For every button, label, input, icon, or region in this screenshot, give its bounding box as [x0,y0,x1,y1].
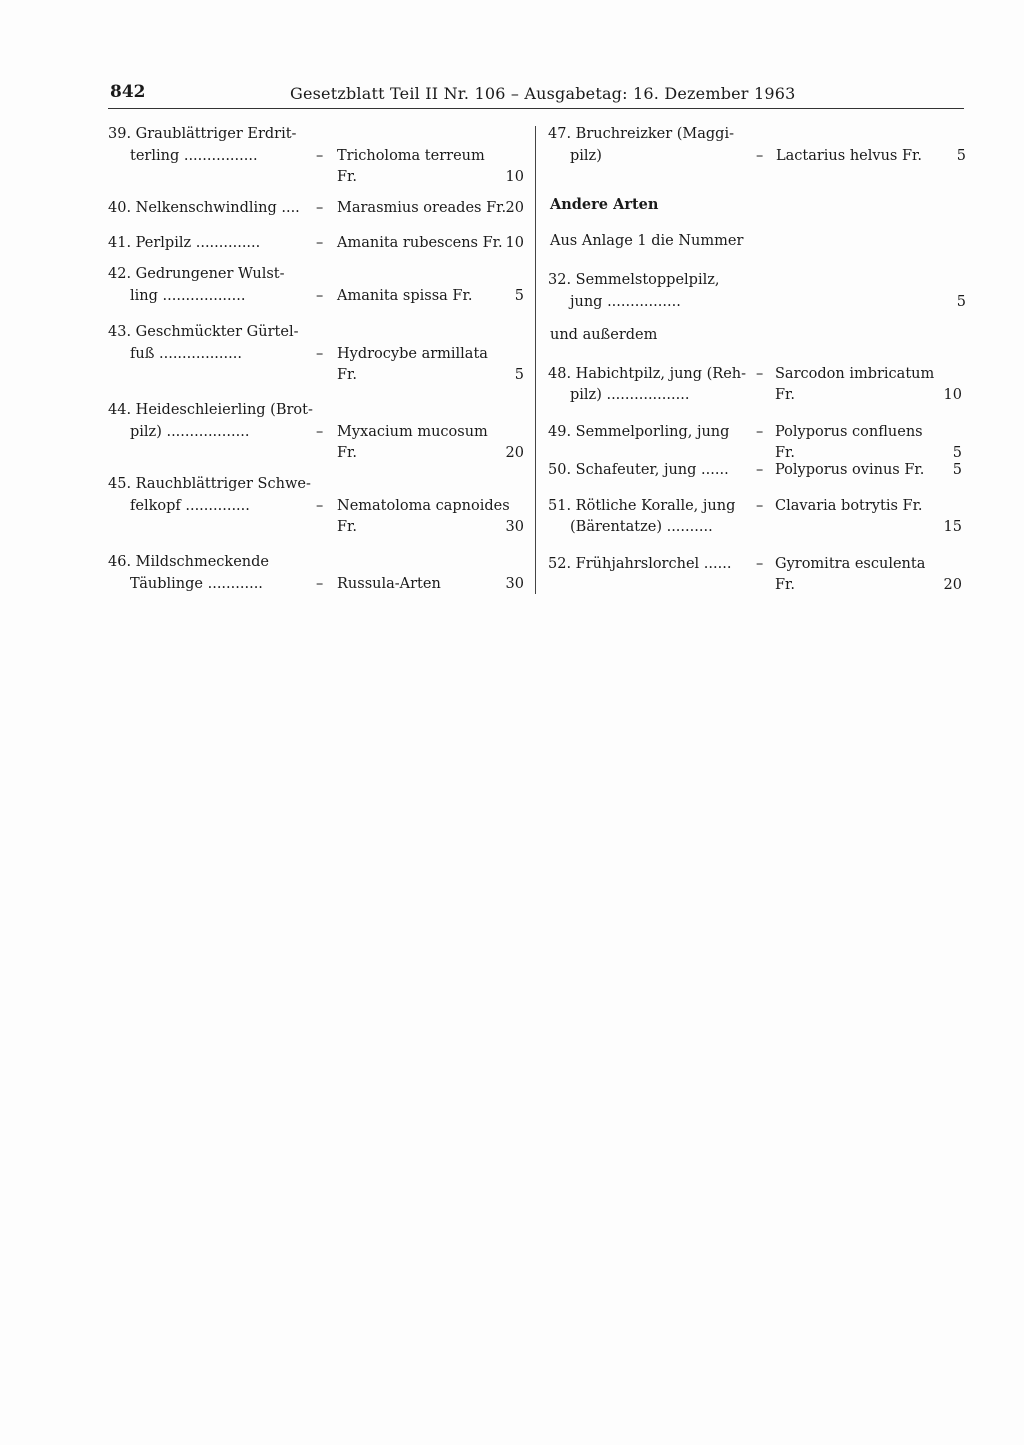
german-name-line2: fuß .................. [130,346,242,362]
page-header: Gesetzblatt Teil II Nr. 106 – Ausgabetag: 16. Dezember 1963 [290,84,796,103]
dash: – [316,576,324,592]
german-name-line2: pilz) .................. [570,387,690,403]
dash: – [316,200,324,216]
amount: 5 [956,148,966,164]
amount: 10 [505,235,524,251]
dash: – [316,346,324,362]
dash: – [316,235,324,251]
amount: 5 [956,294,966,310]
latin-name: Polyporus confluens [775,424,923,440]
list-item [548,554,968,598]
list-item [108,233,528,255]
german-name-line2: ling .................. [130,288,246,304]
german-name-line1: 48. Habichtpilz, jung (Reh- [548,366,747,382]
german-name-line1: 40. Nelkenschwindling .... [108,200,300,216]
dash: – [756,556,764,572]
amount: 30 [505,519,524,535]
amount: 10 [943,387,962,403]
latin-name-line2: Fr. [337,367,358,383]
dash: – [756,148,764,164]
latin-name: Gyromitra esculenta [775,556,926,572]
dash: – [316,424,324,440]
latin-name-line2: Fr. [775,577,796,593]
dash: – [756,462,764,478]
list-item [548,270,968,314]
amount: 5 [514,288,524,304]
latin-name: Amanita rubescens Fr. [337,235,503,251]
amount: 5 [952,445,962,461]
german-name-line1: 39. Graublättriger Erdrit- [108,126,297,142]
amount: 20 [505,445,524,461]
german-name-line2: jung ................ [570,294,681,310]
list-item [108,198,528,220]
section-title: Andere Arten [550,196,659,213]
list-item [108,264,528,330]
latin-name: Sarcodon imbricatum [775,366,935,382]
german-name-line1: 47. Bruchreizker (Maggi- [548,126,735,142]
german-name-line2: felkopf .............. [130,498,250,514]
dash: – [316,148,324,164]
german-name-line1: 50. Schafeuter, jung ...... [548,462,729,478]
dash: – [316,498,324,514]
list-item [108,474,528,540]
intro-text: Aus Anlage 1 die Nummer [550,233,744,249]
latin-name: Russula-Arten [337,576,441,592]
german-name-line2: terling ................ [130,148,258,164]
latin-name: Myxacium mucosum [337,424,488,440]
german-name-line1: 42. Gedrungener Wulst- [108,266,285,282]
list-item [548,124,968,168]
german-name-line1: 46. Mildschmeckende [108,554,269,570]
latin-name: Amanita spissa Fr. [337,288,473,304]
dash: – [316,288,324,304]
amount: 15 [943,519,962,535]
latin-name-line2: Fr. [775,387,796,403]
list-item [108,322,528,388]
german-name-line1: 49. Semmelporling, jung [548,424,730,440]
header-rule [108,108,964,109]
german-name-line2: pilz) [570,148,602,164]
german-name-line1: 45. Rauchblättriger Schwe- [108,476,311,492]
german-name-line1: 41. Perlpilz .............. [108,235,261,251]
german-name-line1: 32. Semmelstoppelpilz, [548,272,720,288]
list-item [108,124,528,190]
latin-name-line2: Fr. [775,445,796,461]
german-name-line1: 43. Geschmückter Gürtel- [108,324,299,340]
dash: – [756,366,764,382]
amount: 20 [943,577,962,593]
column-divider [535,126,536,594]
dash: – [756,498,764,514]
latin-name: Polyporus ovinus Fr. [775,462,925,478]
german-name-line2: Täublinge ............ [130,576,263,592]
amount: 5 [952,462,962,478]
latin-name: Marasmius oreades Fr. [337,200,507,216]
amount: 30 [505,576,524,592]
latin-name: Nematoloma capnoides [337,498,510,514]
latin-name-line2: Fr. [337,519,358,535]
dash: – [756,424,764,440]
amount: 5 [514,367,524,383]
german-name-line2: (Bärentatze) .......... [570,519,713,535]
list-item [108,400,528,466]
amount: 10 [505,169,524,185]
latin-name-line2: Fr. [337,169,358,185]
list-item [548,364,968,408]
list-item [108,552,528,618]
amount: 20 [505,200,524,216]
page-number: 842 [110,82,146,102]
latin-name: Lactarius helvus Fr. [776,148,922,164]
list-item [548,496,968,540]
german-name-line2: pilz) .................. [130,424,250,440]
latin-name-line2: Fr. [337,445,358,461]
german-name-line1: 52. Frühjahrslorchel ...... [548,556,732,572]
latin-name: Clavaria botrytis Fr. [775,498,923,514]
german-name-line1: 51. Rötliche Koralle, jung [548,498,736,514]
und-ausserdem-text: und außerdem [550,327,658,343]
german-name-line1: 44. Heideschleierling (Brot- [108,402,313,418]
latin-name: Hydrocybe armillata [337,346,488,362]
latin-name: Tricholoma terreum [337,148,485,164]
